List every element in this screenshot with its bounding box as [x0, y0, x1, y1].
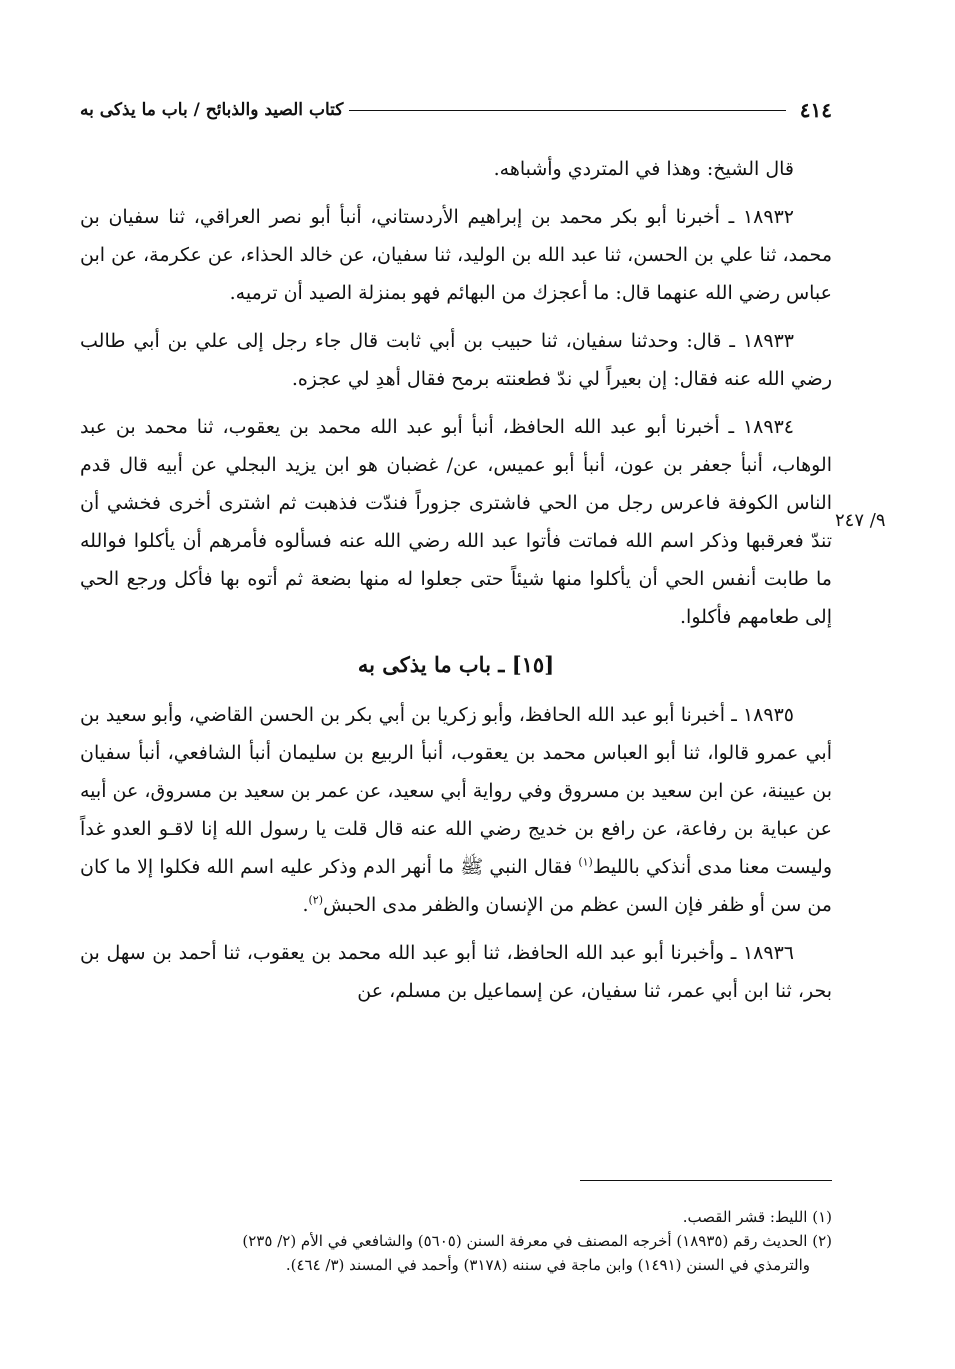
hadith-18934: ١٨٩٣٤ ـ أخبرنا أبو عبد الله الحافظ، أنبأ أبو عبد الله محمد بن يعقوب، ثنا محمد بن عبد الوهاب، أنبأ جعفر بن عون، أنبأ أبو عميس، عن/ غضبان هو ابن يزيد البجلي عن أبيه قال قدم الناس الكوفة فاعرس رجل من الحي فاشترى جزوراً فندّت فذهبت ثم اشترى أخرى فخشي أن تندّ فعرقبها وذكر اسم الله فماتت فأتوا عبد الله رضي الله عنه فسألوه فأمرهم أن يأكلوا فوالله ما طابت أنفس الحي أن يأكلوا منها شيئاً حتى جعلوا له منها بضعة ثم أتوه بها فأكل ورجع الحي إلى طعامهم فأكلوا.	[80, 416, 832, 628]
footnote-1: (١) الليط: قشر القصب.	[682, 1208, 832, 1226]
hadith-18935	[80, 696, 832, 924]
header-rule	[349, 110, 785, 111]
hadith-18935-part2: فقال النبي ﷺ ما أنهر الدم وذكر عليه اسم الله فكلوا إلا ما كان من سن أو ظفر فإن السن عظم من الإنسان والظفر مدى الحبش	[80, 856, 832, 916]
main-text	[80, 150, 832, 1020]
paragraph-intro: قال الشيخ: وهذا في المتردي وأشباهه.	[493, 158, 794, 180]
footnote-ref-1: (١)	[578, 855, 593, 869]
hadith-18936: ١٨٩٣٦ ـ وأخبرنا أبو عبد الله الحافظ، ثنا أبو عبد الله محمد بن يعقوب، ثنا أحمد بن سهل بن بحر، ثنا ابن أبي عمر، ثنا سفيان، عن إسماعيل بن مسلم، عن	[80, 942, 832, 1002]
margin-reference: ٩/ ٢٤٧	[835, 510, 886, 531]
footnote-ref-2: (٢)	[308, 893, 324, 907]
section-title: [١٥] ـ باب ما يذكى به	[357, 652, 555, 677]
header-title: كتاب الصيد والذبائح / باب ما يذكى به	[80, 100, 344, 120]
footnote-2: (٢) الحديث رقم (١٨٩٣٥) أخرجه المصنف في معرفة السنن (٥٦٠٥) والشافعي في الأم (٢/ ٢٣٥)	[242, 1232, 832, 1250]
footnote-separator	[580, 1180, 832, 1181]
footnotes	[80, 1205, 832, 1277]
page-number: ٤١٤	[799, 98, 832, 122]
hadith-18932: ١٨٩٣٢ ـ أخبرنا أبو بكر محمد بن إبراهيم الأردستاني، أنبأ أبو نصر العراقي، ثنا سفيان بن محمد، ثنا علي بن الحسن، ثنا عبد الله بن الوليد، ثنا سفيان، عن خالد الحذاء، عن عكرمة، عن ابن عباس رضي الله عنهما قال: ما أعجزك من البهائم فهو بمنزلة الصيد أن ترميه.	[80, 206, 832, 304]
footnote-2-continued: والترمذي في السنن (١٤٩١) وابن ماجة في سننه (٣١٧٨) وأحمد في المسند (٣/ ٤٦٤).	[285, 1256, 810, 1274]
hadith-18935-end: .	[302, 894, 309, 916]
hadith-18935-part1: ١٨٩٣٥ ـ أخبرنا أبو عبد الله الحافظ، وأبو زكريا بن أبي بكر بن الحسن القاضي، وأبو سعيد بن أبي عمرو قالوا، ثنا أبو العباس محمد بن يعقوب، أنبأ الربيع بن سليمان أنبأ الشافعي، أنبأ سفيان بن عيينة، عن ابن سعيد بن مسروق وفي رواية أبي سعيد، عن عمر بن سعيد بن مسروق، عن أبيه عن عباية بن رفاعة، عن رافع بن خديج رضي الله عنه قال قلت يا رسول الله إنا لاقـو العدو غداً وليست معنا مدى أنذكي بالليط	[80, 704, 832, 878]
running-header	[80, 95, 832, 125]
hadith-18933: ١٨٩٣٣ ـ قال: وحدثنا سفيان، ثنا حبيب بن أبي ثابت قال جاء رجل إلى علي بن أبي طالب رضي الله عنه فقال: إن بعيراً لي ندّ فطعنته برمح فقال أهدِ لي عجزه.	[80, 330, 832, 390]
